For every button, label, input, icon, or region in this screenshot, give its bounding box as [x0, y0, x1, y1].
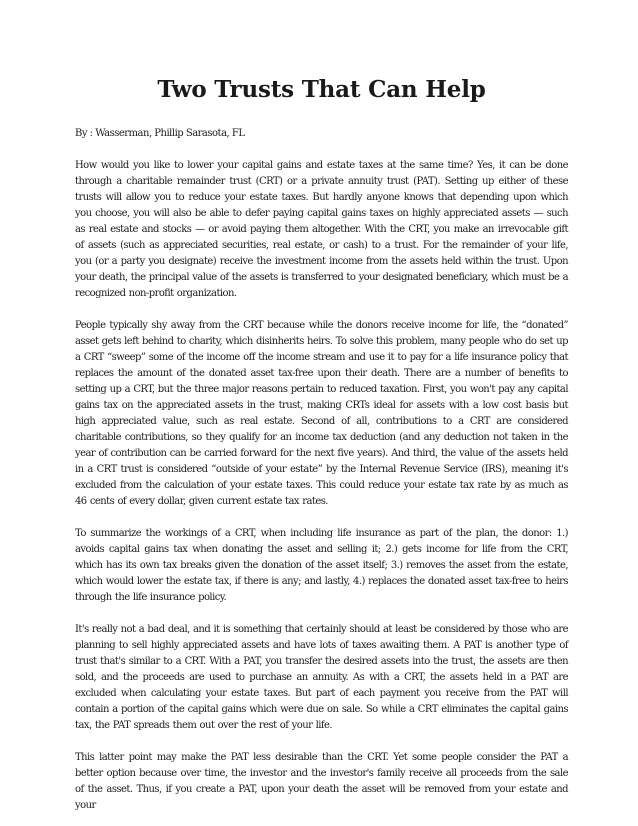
paragraph-3: To summarize the workings of a CRT, when including life insurance as part of the plan, the donor: 1.) avoids capital gains tax when donating the asset and selling it; 2.) gets income for life from the CRT, which has its own tax breaks given the donation of the asset itself; 3.) removes the asset from the estate, which would lower the estate tax, if there is any; and lastly, 4.) replaces the donated asset tax-free to heirs through the life insurance policy. — [75, 528, 568, 603]
byline: By : Wasserman, Phillip Sarasota, FL — [75, 128, 245, 139]
paragraph-4: It's really not a bad deal, and it is something that certainly should at least be considered by those who are planning to sell highly appreciated assets and have lots of taxes awaiting them. A PAT is another type of trust that's similar to a CRT. With a PAT, you transfer the desired assets into the trust, the assets are then sold, and the proceeds are used to purchase an annuity. As with a CRT, the assets held in a PAT are excluded when calculating your estate taxes. But part of each payment you receive from the PAT will contain a portion of the capital gains which were due on sale. So while a CRT eliminates the capital gains tax, the PAT spreads them out over the rest of your life. — [75, 624, 568, 731]
paragraph-5: This latter point may make the PAT less desirable than the CRT. Yet some people consider the PAT a better option because over time, the investor and the investor's family receive all proceeds from the sale of the asset. Thus, if you create a PAT, upon your death the asset will be removed from your estate and your — [75, 752, 568, 811]
document-title: Two Trusts That Can Help — [157, 76, 486, 103]
paragraph-2: People typically shy away from the CRT because while the donors receive income for life, the “donated” asset gets left behind to charity, which disinherits heirs. To solve this problem, many people who do set up a CRT “sweep” some of the income off the income stream and use it to pay for a life insurance policy that replaces the amount of the donated asset tax-free upon their death. There are a number of benefits to setting up a CRT, but the three major reasons pertain to reduced taxation. First, you won't pay any capital gains tax on the appreciated assets in the trust, making CRTs ideal for assets with a low cost basis but high appreciated value, such as real estate. Second of all, contributions to a CRT are considered charitable contributions, so they qualify for an income tax deduction (and any deduction not taken in the year of contribution can be carried forward for the next five years). And third, the value of the assets held in a CRT trust is considered “outside of your estate” by the Internal Revenue Service (IRS), meaning it's excluded from the calculation of your estate taxes. This could reduce your estate tax rate by as much as 46 cents of every dollar, given current estate tax rates. — [75, 320, 568, 507]
paragraph-1: How would you like to lower your capital gains and estate taxes at the same time? Yes, it can be done through a charitable remainder trust (CRT) or a private annuity trust (PAT). Setting up either of these trusts will allow you to reduce your estate taxes. But hardly anyone knows that depending upon which you choose, you will also be able to defer paying capital gains taxes on highly appreciated assets — such as real estate and stocks — or avoid paying them altogether. With the CRT, you make an irrevocable gift of assets (such as appreciated securities, real estate, or cash) to a trust. For the remainder of your life, you (or a party you designate) receive the investment income from the assets held within the trust. Upon your death, the principal value of the assets is transferred to your designated beneficiary, which must be a recognized non-profit organization. — [75, 160, 568, 299]
